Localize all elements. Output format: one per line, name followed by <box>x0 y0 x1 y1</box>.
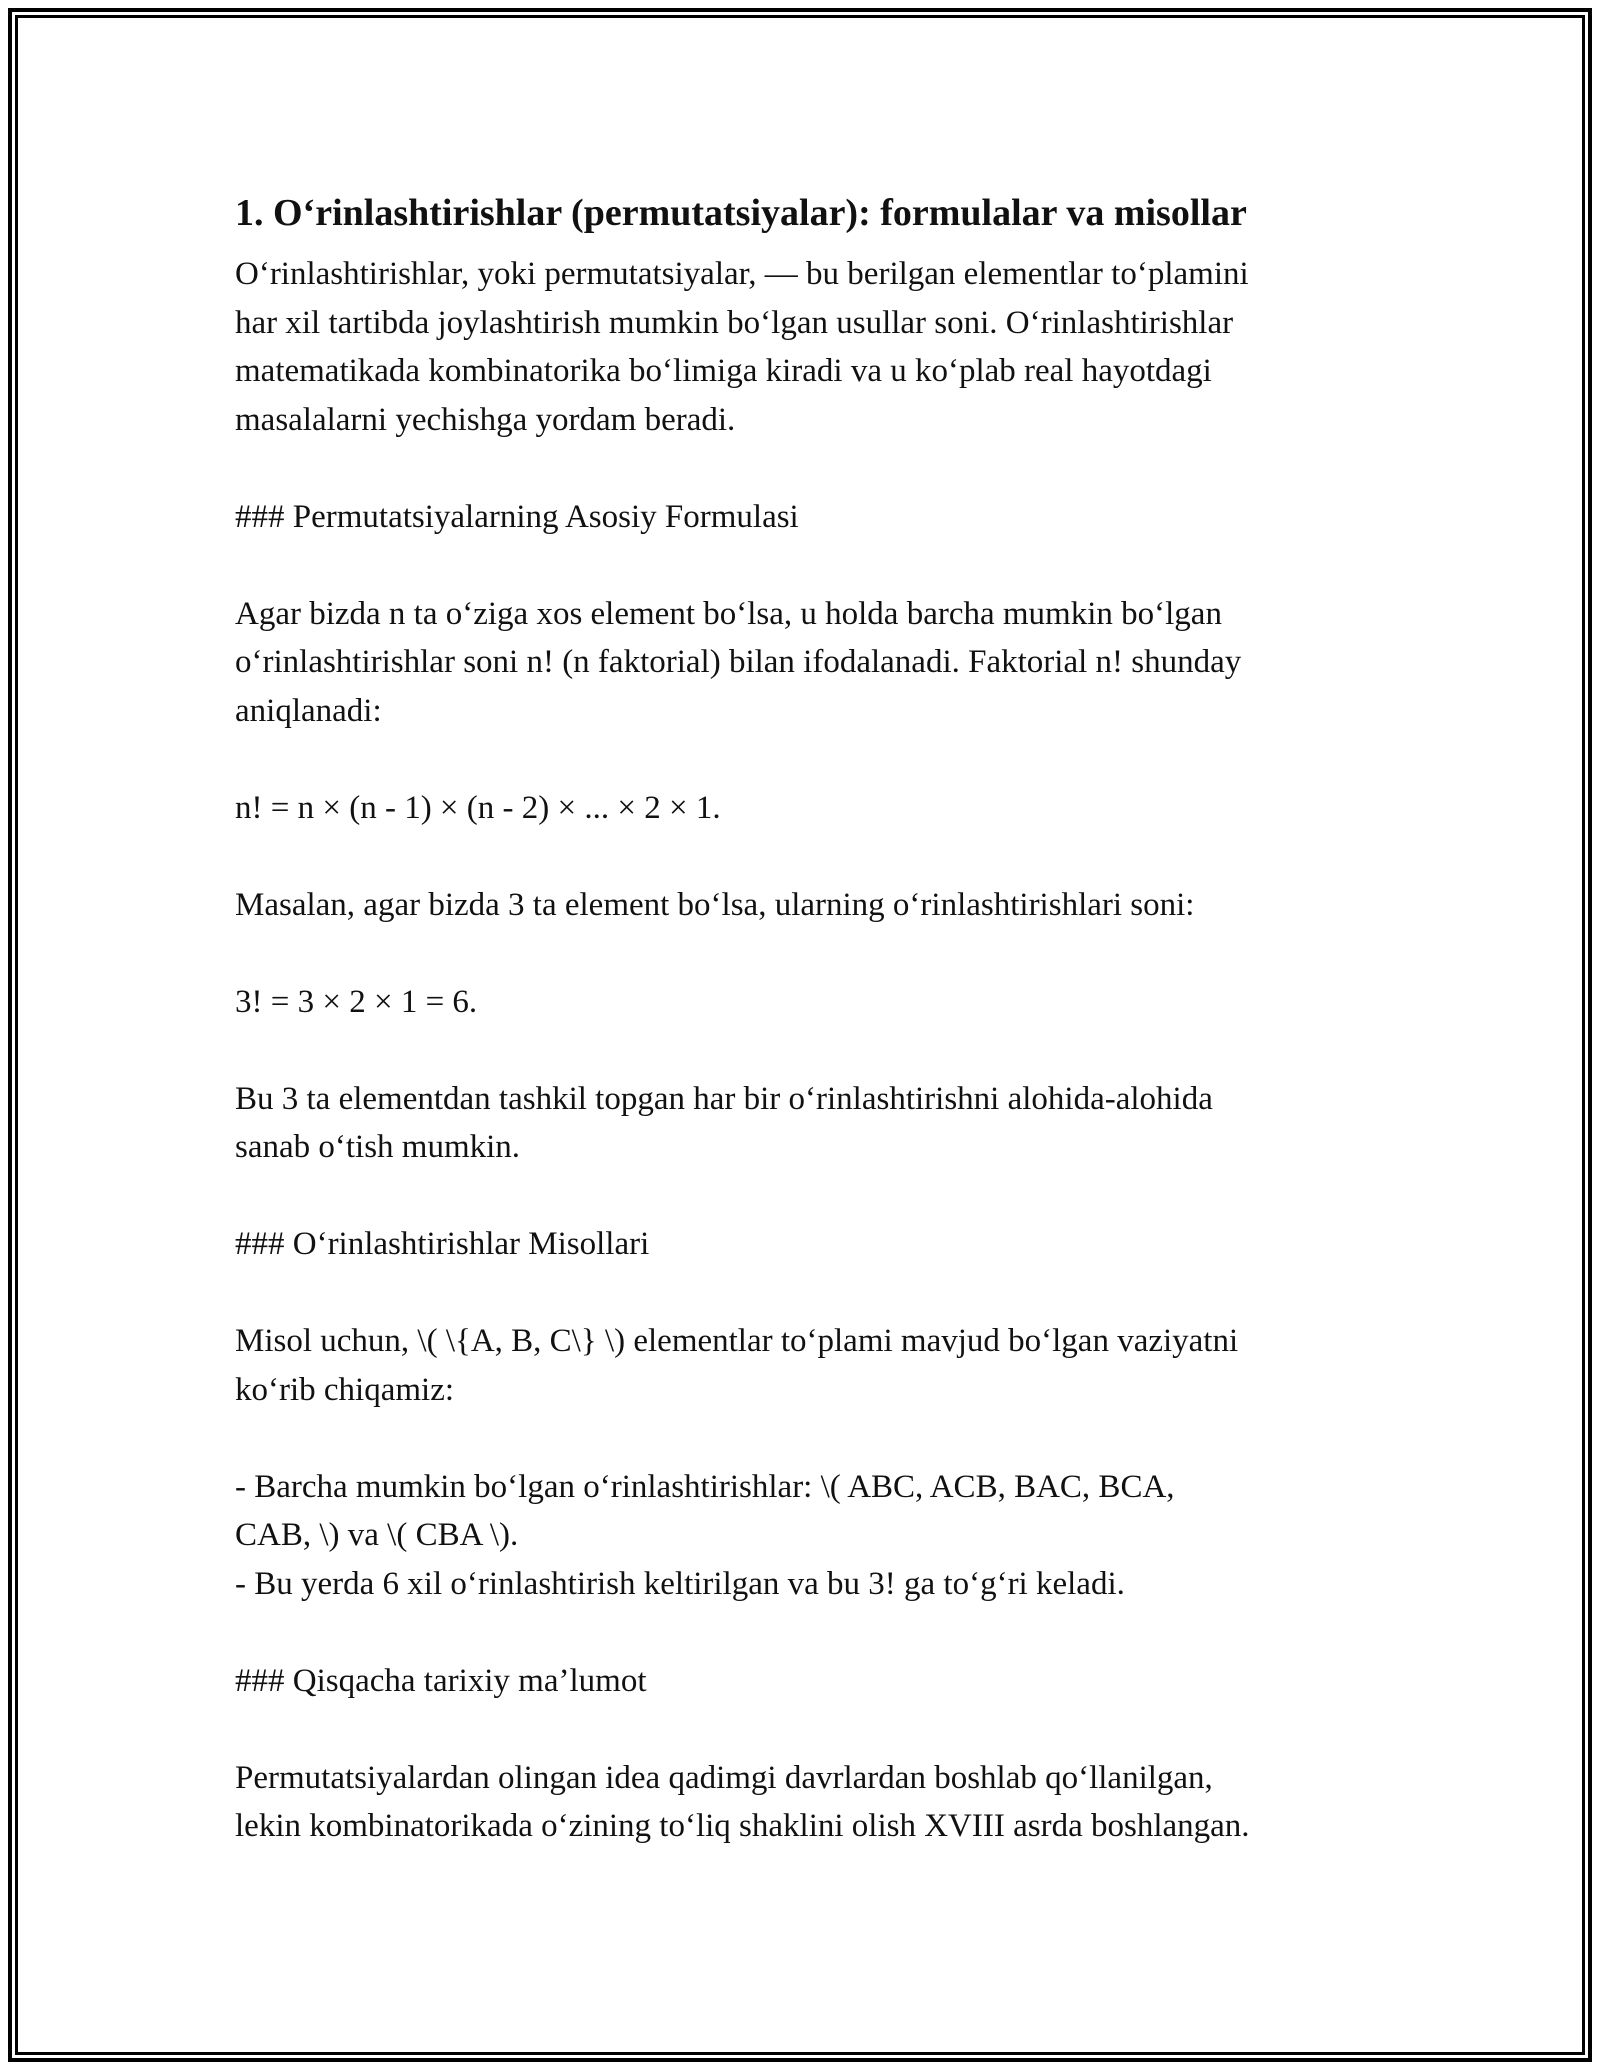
heading-history: ### Qisqacha tarixiy ma’lumot <box>235 1662 647 1699</box>
paragraph-gap <box>235 832 1385 881</box>
paragraph-gap <box>235 541 1385 590</box>
paragraph-gap <box>235 1172 1385 1221</box>
formula-intro-line: o‘rinlashtirishlar soni n! (n faktorial) bilan ifodalanadi. Faktorial n! shunday <box>235 644 1242 680</box>
example-formula: 3! = 3 × 2 × 1 = 6. <box>235 983 478 1020</box>
paragraph-gap <box>235 444 1385 493</box>
bullet-line: CAB, \) va \( CBA \). <box>235 1517 519 1553</box>
intro-line: har xil tartibda joylashtirish mumkin bo‘lgan usullar soni. O‘rinlashtirishlar <box>235 304 1234 341</box>
examples-intro-line: ko‘rib chiqamiz: <box>235 1371 455 1408</box>
intro-line: matematikada kombinatorika bo‘limiga kiradi va u ko‘plab real hayotdagi <box>235 353 1212 389</box>
example-intro: Masalan, agar bizda 3 ta element bo‘lsa, ularning o‘rinlashtirishlari soni: <box>235 886 1195 923</box>
bullet-line: - Bu yerda 6 xil o‘rinlashtirish keltirilgan va bu 3! ga to‘g‘ri keladi. <box>235 1565 1125 1602</box>
history-line: Permutatsiyalardan olingan idea qadimgi davrlardan boshlab qo‘llanilgan, <box>235 1759 1213 1796</box>
example-note-paragraph <box>235 1075 1385 1172</box>
intro-line: O‘rinlashtirishlar, yoki permutatsiyalar, — bu berilgan elementlar to‘plamini <box>235 256 1249 292</box>
intro-paragraph <box>235 250 1385 444</box>
examples-intro-line: Misol uchun, \( \{A, B, C\} \) elementlar to‘plami mavjud bo‘lgan vaziyatni <box>235 1323 1239 1359</box>
document-title: 1. O‘rinlashtirishlar (permutatsiyalar): formulalar va misollar <box>235 192 1247 234</box>
examples-intro-paragraph <box>235 1317 1385 1414</box>
example-note-line: Bu 3 ta elementdan tashkil topgan har bir o‘rinlashtirishni alohida-alohida <box>235 1080 1213 1117</box>
document-body <box>235 185 1385 1851</box>
bullet-list <box>235 1463 1385 1609</box>
paragraph-gap <box>235 1608 1385 1657</box>
paragraph-gap <box>235 1269 1385 1318</box>
paragraph-gap <box>235 1705 1385 1754</box>
heading-formula: ### Permutatsiyalarning Asosiy Formulasi <box>235 498 799 535</box>
paragraph-gap <box>235 1026 1385 1075</box>
paragraph-gap <box>235 1414 1385 1463</box>
formula-intro-line: Agar bizda n ta o‘ziga xos element bo‘lsa, u holda barcha mumkin bo‘lgan <box>235 595 1222 632</box>
example-note-line: sanab o‘tish mumkin. <box>235 1129 521 1165</box>
paragraph-gap <box>235 929 1385 978</box>
history-line: lekin kombinatorikada o‘zining to‘liq shaklini olish XVIII asrda boshlangan. <box>235 1808 1250 1844</box>
formula-intro-line: aniqlanadi: <box>235 692 382 729</box>
bullet-line: - Barcha mumkin bo‘lgan o‘rinlashtirishlar: \( ABC, ACB, BAC, BCA, <box>235 1468 1175 1505</box>
formula-intro-paragraph <box>235 590 1385 736</box>
heading-examples: ### O‘rinlashtirishlar Misollari <box>235 1226 650 1262</box>
history-paragraph <box>235 1754 1385 1851</box>
factorial-formula: n! = n × (n - 1) × (n - 2) × ... × 2 × 1. <box>235 789 721 826</box>
paragraph-gap <box>235 735 1385 784</box>
intro-line: masalalarni yechishga yordam beradi. <box>235 401 736 438</box>
